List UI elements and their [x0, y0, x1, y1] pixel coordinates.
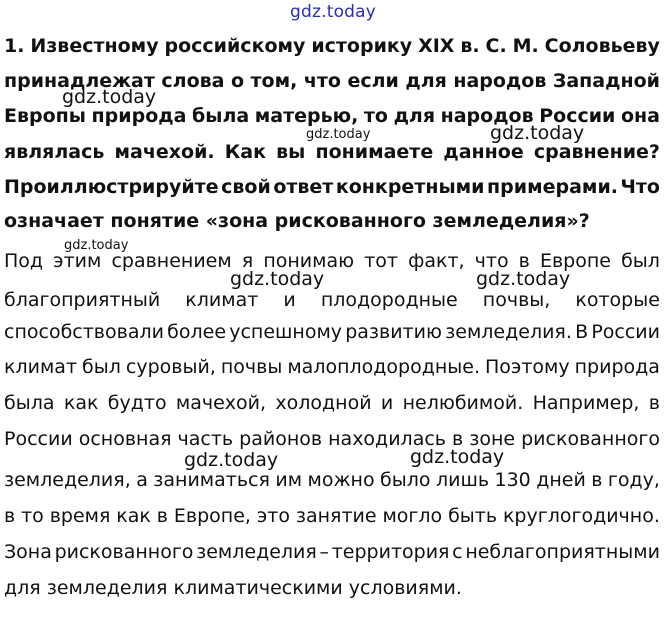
- site-header-watermark: gdz.today: [290, 2, 377, 22]
- answer-line: в то время как в Европе, это занятие могло быть круглогодично.: [4, 505, 660, 527]
- watermark: gdz.today: [490, 122, 585, 144]
- watermark: gdz.today: [184, 449, 279, 471]
- question-line: означает понятие «зона рискованного земледелия»?: [4, 210, 590, 232]
- answer-line: Под этим сравнением я понимаю тот факт, что в Европе был: [4, 250, 660, 272]
- answer-line: для земледелия климатическими условиями.: [4, 577, 462, 599]
- answer-line: России основная часть районов находилась в зоне рискованного: [4, 428, 660, 450]
- question-line: являлась мачехой. Как вы понимаете данное сравнение?: [4, 141, 660, 163]
- answer-line: благоприятный климат и плодородные почвы, которые: [4, 289, 660, 311]
- watermark: gdz.today: [230, 268, 325, 290]
- answer-line: способствовали более успешному развитию земледелия. В России: [4, 321, 660, 343]
- answer-line: климат был суровый, почвы малоплодородные. Поэтому природа: [4, 356, 660, 378]
- question-line: Европы природа была матерью, то для народов России она: [4, 105, 660, 127]
- answer-line: земледелия, а заниматься им можно было лишь 130 дней в году,: [4, 469, 660, 491]
- watermark: gdz.today: [410, 446, 505, 468]
- watermark: gdz.today: [476, 268, 571, 290]
- watermark: gdz.today: [64, 238, 129, 253]
- answer-line: была как будто мачехой, холодной и нелюбимой. Например, в: [4, 392, 660, 414]
- watermark: gdz.today: [306, 127, 371, 142]
- watermark: gdz.today: [62, 86, 157, 108]
- question-line: принадлежат слова о том, что если для народов Западной: [4, 70, 660, 92]
- question-line: Проиллюстрируйте свой ответ конкретными примерами. Что: [4, 176, 660, 198]
- question-line: 1. Известному российскому историку XIX в. С. М. Соловьеву: [4, 35, 660, 57]
- answer-line: Зона рискованного земледелия – территория с неблагоприятными: [4, 541, 660, 563]
